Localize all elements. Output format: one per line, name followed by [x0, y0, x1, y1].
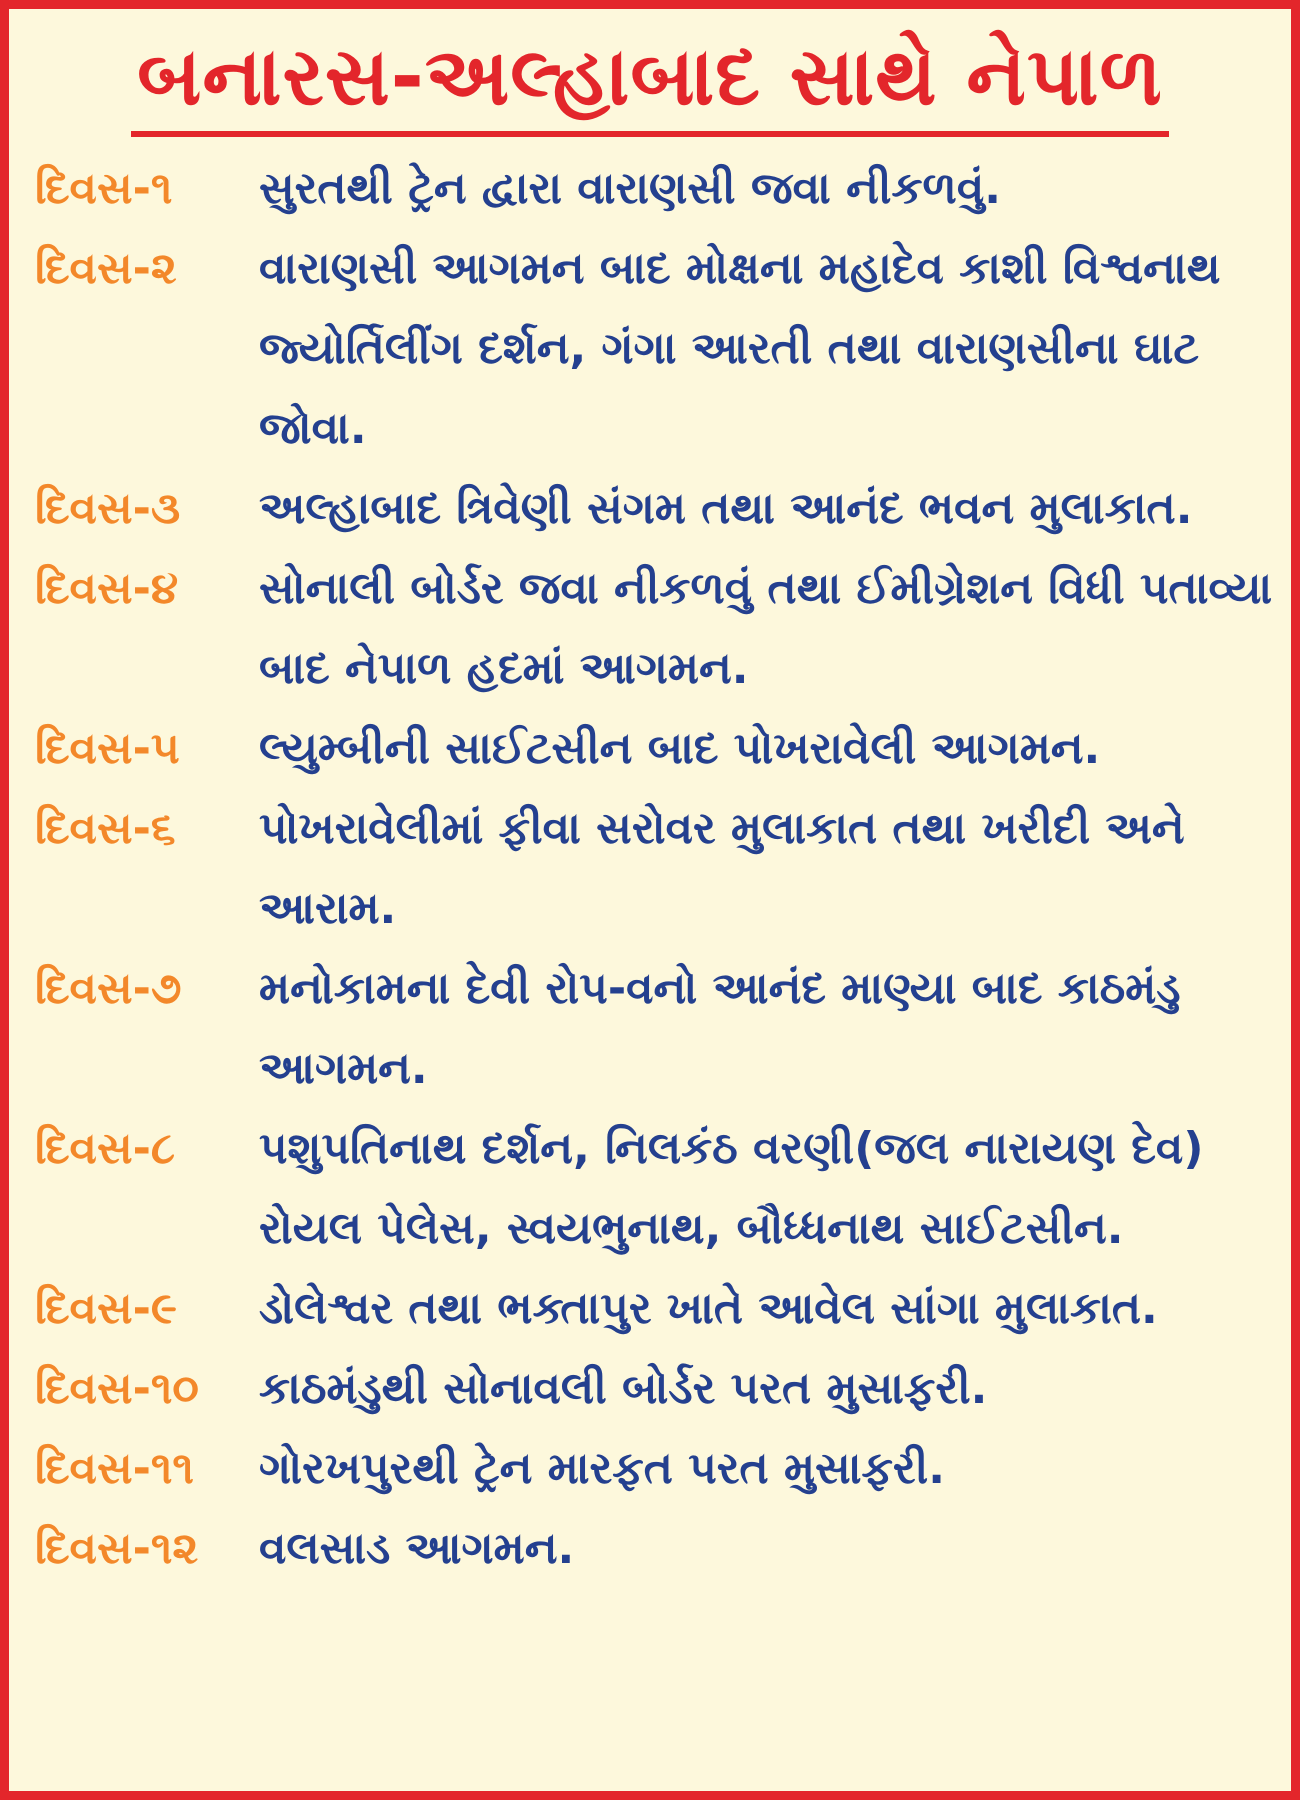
- day-label: દિવસ-૧૨: [35, 1523, 199, 1574]
- day-row-2: [35, 229, 1275, 469]
- day-row-10: [35, 1349, 1275, 1429]
- day-description: વલસાડ આગમન.: [259, 1523, 575, 1574]
- day-description: અલ્હાબાદ ત્રિવેણી સંગમ તથા આનંદ ભવન મુલાકાત.: [259, 483, 1193, 534]
- day-label: દિવસ-૮: [35, 1123, 176, 1174]
- day-row-5: [35, 709, 1275, 789]
- title-wrapper: [9, 27, 1291, 137]
- itinerary-list: [35, 149, 1275, 1589]
- day-row-6: [35, 789, 1275, 949]
- day-description: કાઠમંડુથી સોનાવલી બોર્ડર પરત મુસાફરી.: [259, 1363, 988, 1414]
- day-description: પોખરાવેલીમાં ફીવા સરોવર મુલાકાત તથા ખરીદી અને આરામ.: [259, 803, 1185, 934]
- day-description: પશુપતિનાથ દર્શન, નિલકંઠ વરણી(જલ નારાયણ દેવ) રોયલ પેલેસ, સ્વયભુનાથ, બૌધ્ધનાથ સાઈટસીન.: [259, 1123, 1204, 1254]
- day-description: મનોકામના દેવી રોપ-વનો આનંદ માણ્યા બાદ કાઠમંડુ આગમન.: [259, 963, 1181, 1094]
- day-label: દિવસ-૩: [35, 483, 181, 534]
- day-description: સોનાલી બોર્ડર જવા નીકળવું તથા ઈમીગ્રેશન વિધી પતાવ્યા બાદ નેપાળ હદમાં આગમન.: [259, 563, 1273, 694]
- day-label: દિવસ-૨: [35, 243, 177, 294]
- day-row-1: [35, 149, 1275, 229]
- day-row-9: [35, 1269, 1275, 1349]
- day-label: દિવસ-૪: [35, 563, 179, 614]
- day-label: દિવસ-૭: [35, 963, 182, 1014]
- day-label: દિવસ-૧: [35, 163, 173, 214]
- day-row-3: [35, 469, 1275, 549]
- poster-title: બનારસ-અલ્હાબાદ સાથે નેપાળ: [131, 27, 1169, 137]
- day-row-7: [35, 949, 1275, 1109]
- day-row-8: [35, 1109, 1275, 1269]
- day-row-4: [35, 549, 1275, 709]
- day-label: દિવસ-૬: [35, 803, 176, 854]
- day-label: દિવસ-૧૦: [35, 1363, 199, 1414]
- day-row-11: [35, 1429, 1275, 1509]
- day-description: ડોલેશ્વર તથા ભક્તાપુર ખાતે આવેલ સાંગા મુલાકાત.: [259, 1283, 1158, 1334]
- day-description: લ્યુમ્બીની સાઈટસીન બાદ પોખરાવેલી આગમન.: [259, 723, 1101, 774]
- day-description: વારાણસી આગમન બાદ મોક્ષના મહાદેવ કાશી વિશ્વનાથ જ્યોર્તિલીંગ દર્શન, ગંગા આરતી તથા વારાણસીના ઘાટ જોવા.: [259, 243, 1221, 454]
- day-description: સુરતથી ટ્રેન દ્વારા વારાણસી જવા નીકળવું.: [259, 163, 1001, 214]
- day-description: ગોરખપુરથી ટ્રેન મારફત પરત મુસાફરી.: [259, 1443, 945, 1494]
- day-row-12: [35, 1509, 1275, 1589]
- day-label: દિવસ-૧૧: [35, 1443, 194, 1494]
- day-label: દિવસ-૯: [35, 1283, 177, 1334]
- day-label: દિવસ-૫: [35, 723, 180, 774]
